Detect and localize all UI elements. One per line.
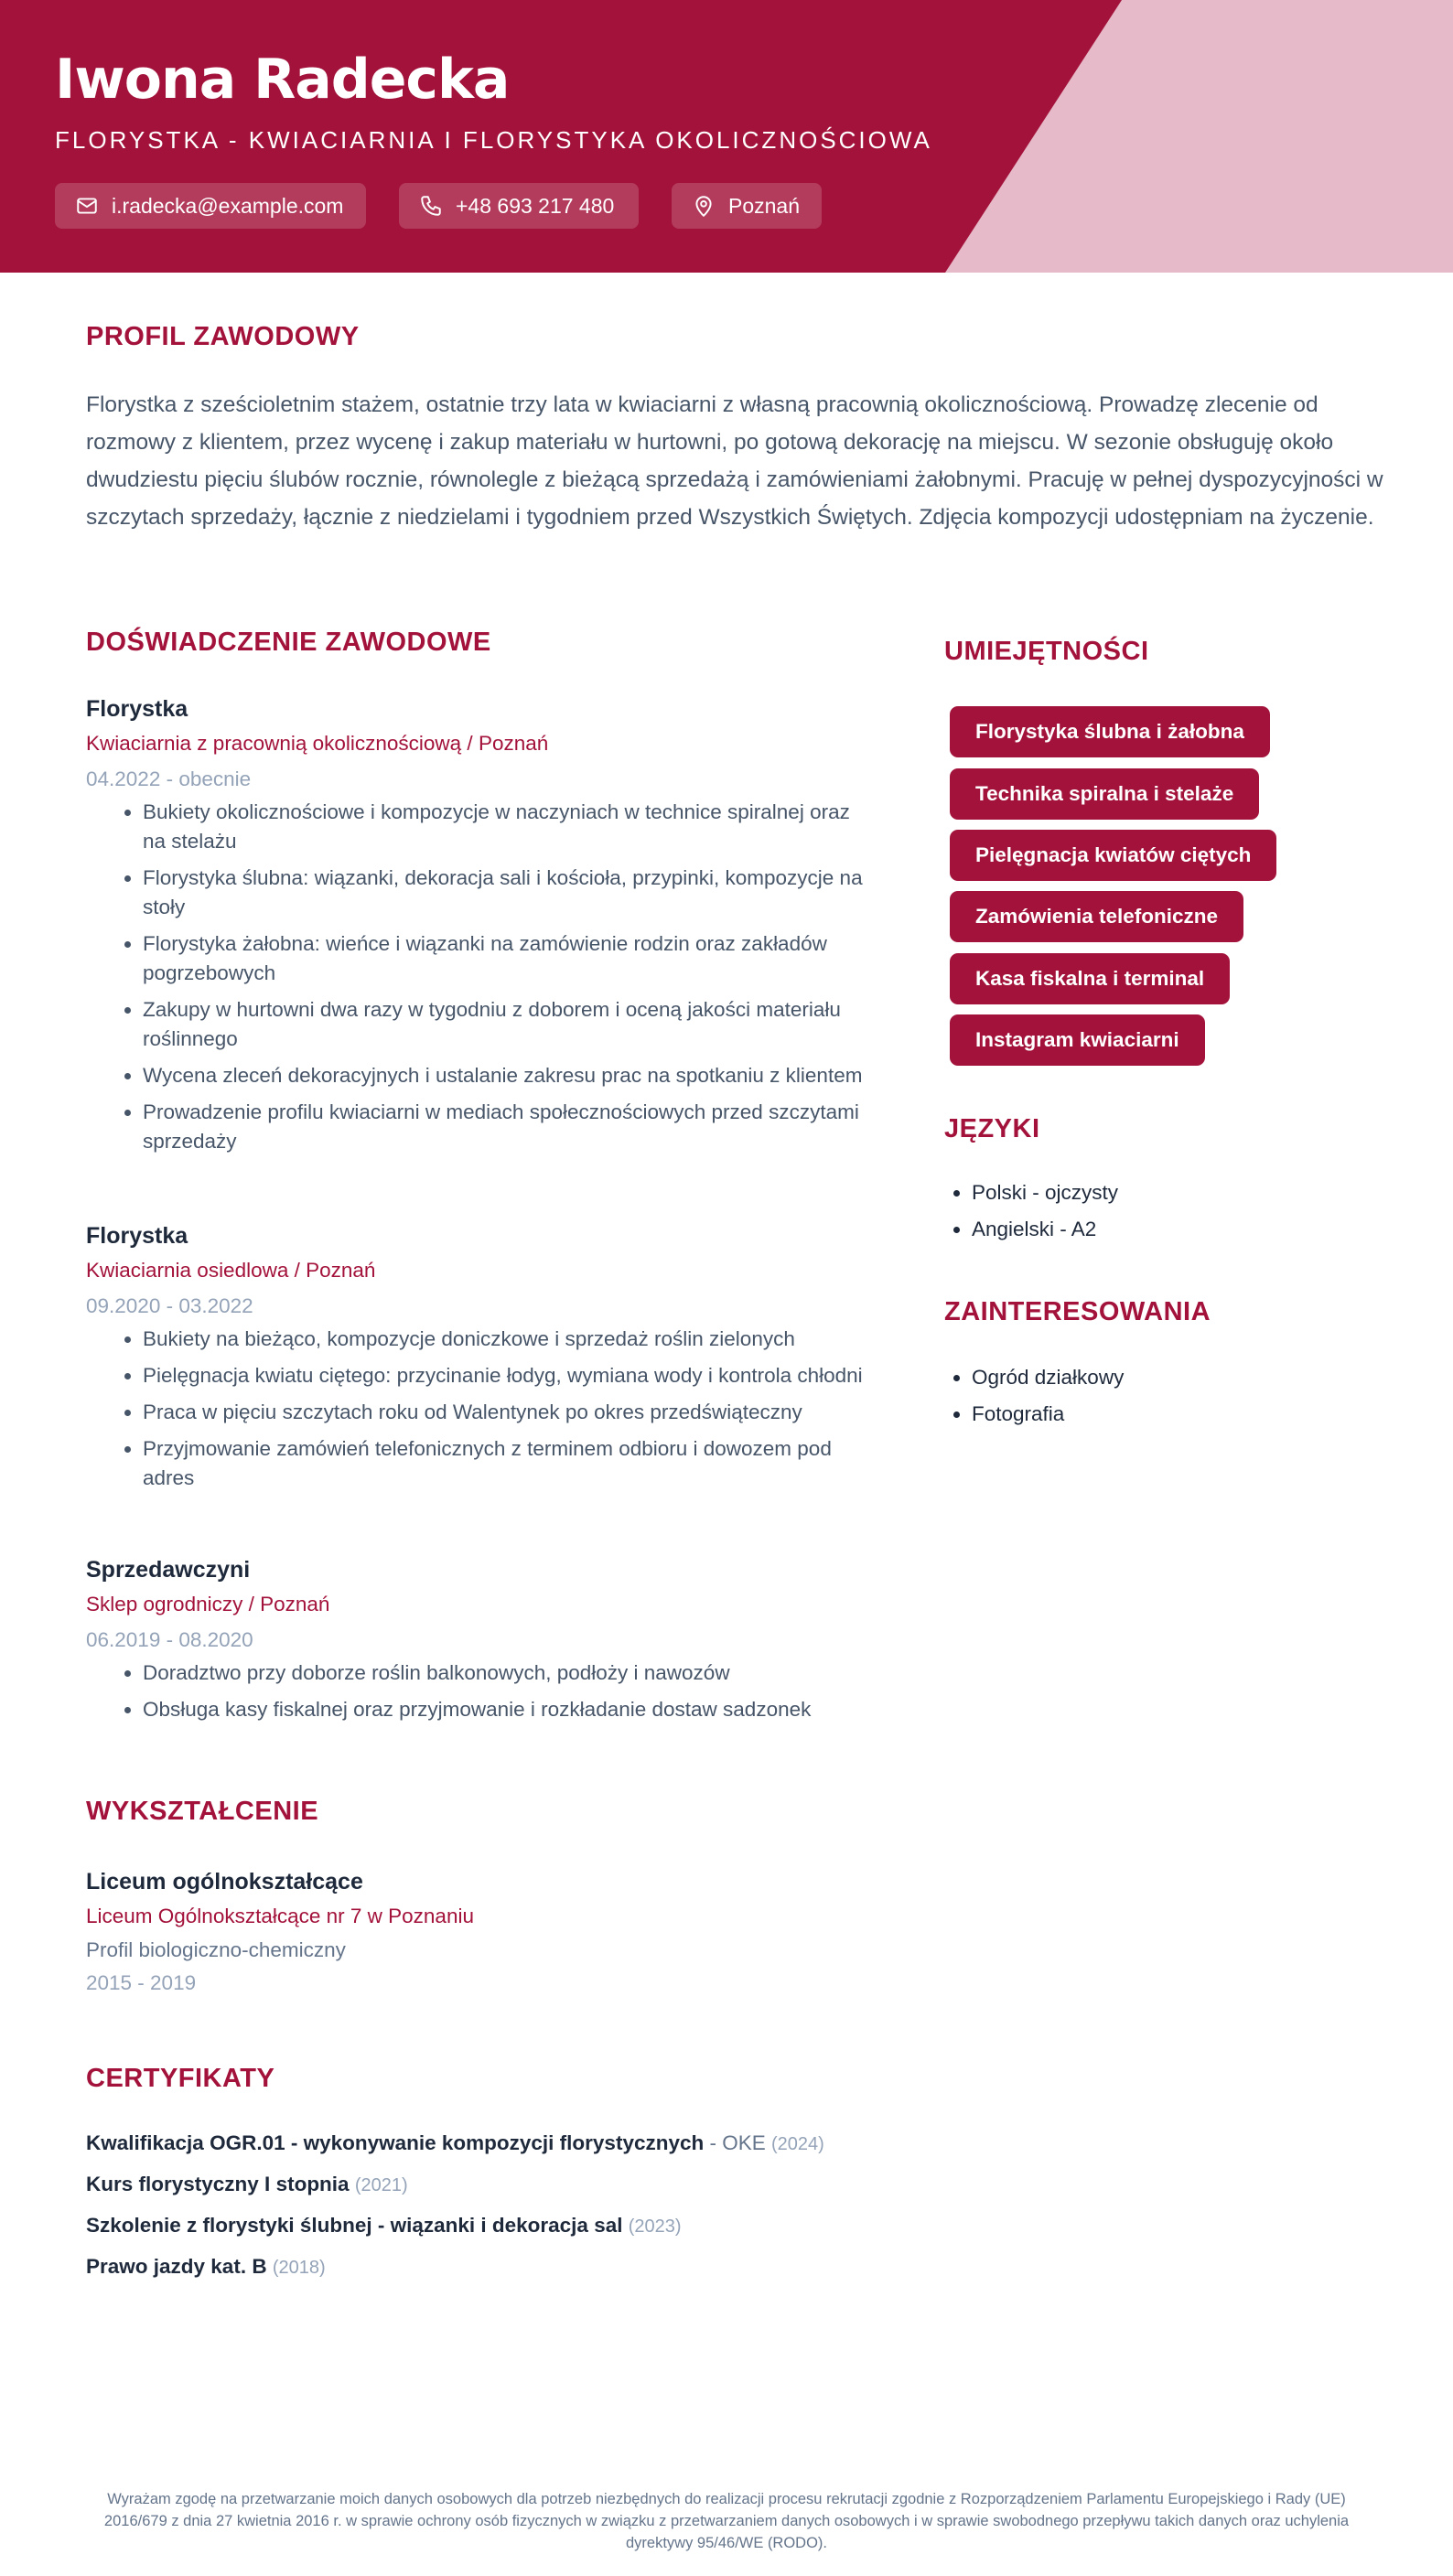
location-contact[interactable] bbox=[672, 183, 822, 229]
job-title: Florystka bbox=[86, 696, 188, 722]
education-institution: Liceum Ogólnokształcące nr 7 w Poznaniu bbox=[86, 1905, 474, 1927]
job-bullet: • Florystyka żałobna: wieńce i wiązanki na zamówienie rodzin oraz zakładów pogrzebowych bbox=[143, 929, 873, 988]
skills-heading: UMIEJĘTNOŚCI bbox=[944, 637, 1149, 666]
certificate-org: - OKE bbox=[704, 2131, 766, 2154]
certificate-year: (2018) bbox=[272, 2258, 326, 2278]
interests-heading: ZAINTERESOWANIA bbox=[944, 1297, 1211, 1326]
job-bullet: • Praca w pięciu szczytach roku od Walentynek po okres przedświąteczny bbox=[143, 1398, 873, 1427]
job-subtitle: FLORYSTKA - KWIACIARNIA I FLORYSTYKA OKOLICZNOŚCIOWA bbox=[55, 126, 932, 154]
skill-tag: Florystyka ślubna i żałobna bbox=[950, 706, 1270, 757]
interest-item: • Ogród działkowy bbox=[972, 1359, 1124, 1396]
skill-tag: Technika spiralna i stelaże bbox=[950, 768, 1259, 820]
job-bullet: • Przyjmowanie zamówień telefonicznych z terminem odbioru i dowozem pod adres bbox=[143, 1434, 873, 1493]
job-bullet: • Bukiety na bieżąco, kompozycje doniczkowe i sprzedaż roślin zielonych bbox=[143, 1325, 873, 1354]
map-pin-icon bbox=[692, 194, 716, 218]
profile-text: Florystka z sześcioletnim stażem, ostatnie trzy lata w kwiaciarni z własną pracownią okolicznościową. Prowadzę zlecenie od rozmowy z klientem, przez wycenę i zakup materiału w hurtowni, po gotową dekorację na miejscu. W sezonie obsługuję około dwudziestu pięciu ślubów rocznie, równolegle z bieżącą sprzedażą i zamówieniami żałobnymi. Pracuję w pełnej dyspozycyjności w szczytach sprzedaży, łącznie z niedzielami i tygodniem przed Wszystkich Świętych. Zdjęcia kompozycji udostępniam na życzenie. bbox=[86, 392, 1383, 530]
job-bullet: • Bukiety okolicznościowe i kompozycje w naczyniach w technice spiralnej oraz na stelażu bbox=[143, 798, 873, 856]
certificate-name: Szkolenie z florystyki ślubnej - wiązanki i dekoracja sal bbox=[86, 2214, 623, 2237]
job-bullet: • Doradztwo przy doborze roślin balkonowych, podłoży i nawozów bbox=[143, 1658, 873, 1688]
certificate-item bbox=[86, 2209, 682, 2243]
languages-list bbox=[944, 1175, 1118, 1248]
education-school: Liceum ogólnokształcące bbox=[86, 1869, 363, 1894]
skill-tag: Kasa fiskalna i terminal bbox=[950, 953, 1230, 1004]
skill-tag: Zamówienia telefoniczne bbox=[950, 891, 1243, 942]
education-entry bbox=[86, 1864, 909, 2000]
certificate-item bbox=[86, 2250, 326, 2284]
job-bullets bbox=[86, 798, 873, 1156]
certificate-item bbox=[86, 2127, 824, 2161]
job-bullet: • Florystyka ślubna: wiązanki, dekoracja sali i kościoła, przypinki, kompozycje na stoły bbox=[143, 864, 873, 922]
job-bullet: • Zakupy w hurtowni dwa razy w tygodniu z doborem i oceną jakości materiału roślinnego bbox=[143, 995, 873, 1054]
mail-icon bbox=[75, 194, 99, 218]
job-dates: 06.2019 - 08.2020 bbox=[86, 1628, 253, 1651]
certificate-name: Kurs florystyczny I stopnia bbox=[86, 2173, 350, 2195]
email-text: i.radecka@example.com bbox=[112, 193, 344, 218]
job-bullet: • Pielęgnacja kwiatu ciętego: przycinanie łodyg, wymiana wody i kontrola chłodni bbox=[143, 1361, 873, 1390]
interests-list bbox=[944, 1359, 1124, 1433]
job-entry bbox=[86, 1218, 873, 1500]
phone-contact[interactable] bbox=[399, 183, 639, 229]
certificate-year: (2021) bbox=[354, 2175, 408, 2195]
certificate-name: Prawo jazdy kat. B bbox=[86, 2255, 267, 2278]
education-heading: WYKSZTAŁCENIE bbox=[86, 1797, 319, 1826]
skill-tag: Instagram kwiaciarni bbox=[950, 1014, 1205, 1066]
job-company: Kwiaciarnia osiedlowa / Poznań bbox=[86, 1259, 376, 1282]
job-title: Sprzedawczyni bbox=[86, 1557, 251, 1583]
phone-text: +48 693 217 480 bbox=[456, 193, 615, 218]
certificates-heading: CERTYFIKATY bbox=[86, 2064, 275, 2093]
certificate-year: (2024) bbox=[771, 2134, 824, 2154]
language-item: • Polski - ojczysty bbox=[972, 1175, 1118, 1211]
certificate-item bbox=[86, 2168, 408, 2202]
job-company: Sklep ogrodniczy / Poznań bbox=[86, 1593, 330, 1615]
education-profile: Profil biologiczno-chemiczny bbox=[86, 1938, 346, 1961]
job-bullets bbox=[86, 1658, 873, 1724]
experience-heading: DOŚWIADCZENIE ZAWODOWE bbox=[86, 628, 491, 657]
job-bullet: • Wycena zleceń dekoracyjnych i ustalanie zakresu prac na spotkaniu z klientem bbox=[143, 1061, 873, 1090]
job-dates: 09.2020 - 03.2022 bbox=[86, 1294, 253, 1317]
certificate-name: Kwalifikacja OGR.01 - wykonywanie kompozycji florystycznych bbox=[86, 2131, 705, 2154]
job-entry bbox=[86, 1552, 873, 1732]
profile-heading: PROFIL ZAWODOWY bbox=[86, 322, 360, 351]
job-dates: 04.2022 - obecnie bbox=[86, 767, 252, 790]
candidate-name: Iwona Radecka bbox=[55, 48, 510, 112]
job-bullets bbox=[86, 1325, 873, 1493]
languages-heading: JĘZYKI bbox=[944, 1114, 1040, 1143]
location-text: Poznań bbox=[728, 193, 801, 218]
education-years: 2015 - 2019 bbox=[86, 1971, 197, 1994]
skill-tag: Pielęgnacja kwiatów ciętych bbox=[950, 830, 1276, 881]
certificate-year: (2023) bbox=[628, 2216, 682, 2237]
job-bullet: • Obsługa kasy fiskalnej oraz przyjmowanie i rozkładanie dostaw sadzonek bbox=[143, 1695, 873, 1724]
job-title: Florystka bbox=[86, 1223, 188, 1249]
header-banner bbox=[0, 0, 1453, 273]
email-contact[interactable] bbox=[55, 183, 366, 229]
language-item: • Angielski - A2 bbox=[972, 1211, 1118, 1248]
interest-item: • Fotografia bbox=[972, 1396, 1124, 1433]
phone-icon bbox=[419, 194, 443, 218]
job-bullet: • Prowadzenie profilu kwiaciarni w mediach społecznościowych przed szczytami sprzedaży bbox=[143, 1098, 873, 1156]
job-entry bbox=[86, 692, 873, 1164]
job-company: Kwiaciarnia z pracownią okolicznościową / Poznań bbox=[86, 732, 549, 755]
gdpr-consent-clause: Wyrażam zgodę na przetwarzanie moich danych osobowych dla potrzeb niezbędnych do realizacji procesu rekrutacji zgodnie z Rozporządzeniem Parlamentu Europejskiego i Rady (UE) 2016/679 z dnia 27 kwietnia 2016 r. w sprawie ochrony osób fizycznych w związku z przetwarzaniem danych osobowych i w sprawie swobodnego przepływu takich danych oraz uchylenia dyrektywy 95/46/WE (RODO). bbox=[103, 2491, 1350, 2551]
